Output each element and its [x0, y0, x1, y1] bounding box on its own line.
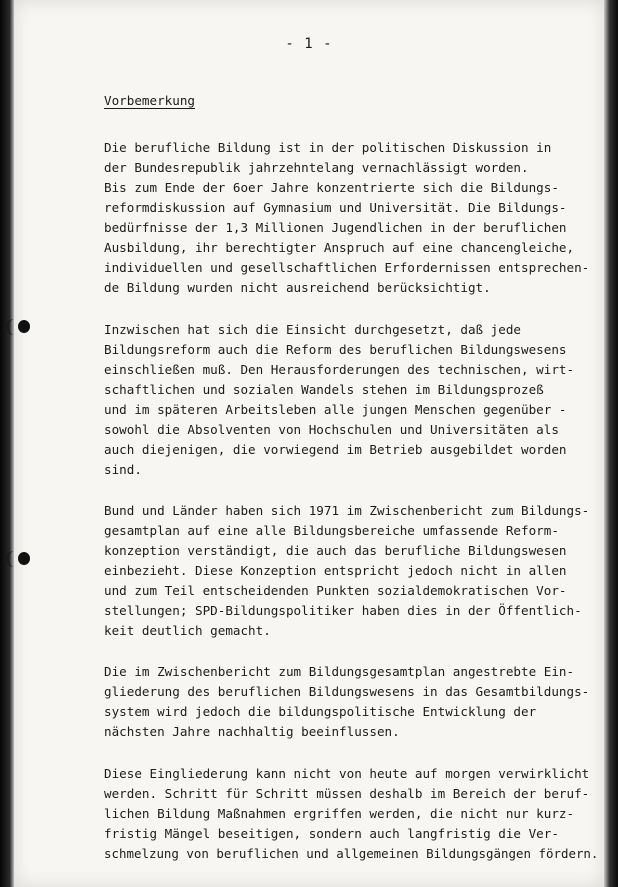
text-line: gliederung des beruflichen Bildungswesens in das Gesamtbildungs- — [104, 684, 590, 699]
text-line: konzeption verständigt, die auch das berufliche Bildungswesen — [104, 543, 567, 558]
document-page — [14, 0, 604, 887]
text-line: Ausbildung, ihr berechtigter Anspruch auf eine chancengleiche, — [104, 240, 575, 255]
text-line: stellungen; SPD-Bildungspolitiker haben dies in der Öffentlich- — [104, 603, 582, 618]
text-line: fristig Mängel beseitigen, sondern auch langfristig die Ver- — [104, 826, 559, 841]
text-line: bedürfnisse der 1,3 Millionen Jugendlichen in der beruflichen — [104, 220, 567, 235]
text-line: Die im Zwischenbericht zum Bildungsgesamtplan angestrebte Ein- — [104, 664, 575, 679]
text-line: Bildungsreform auch die Reform des beruflichen Bildungswesens — [104, 342, 567, 357]
text-line: lichen Bildung Maßnahmen ergriffen werden, die nicht nur kurz- — [104, 806, 575, 821]
text-line: sowohl die Absolventen von Hochschulen und Universitäten als — [104, 422, 559, 437]
scan-edge-right — [604, 0, 618, 887]
text-line: auch diejenigen, die vorwiegend im Betrieb ausgebildet worden — [104, 442, 567, 457]
punch-hole-icon — [6, 318, 32, 336]
text-line: und im späteren Arbeitsleben alle jungen Menschen gegenüber - — [104, 402, 567, 417]
scan-edge-left — [0, 0, 14, 887]
text-line: de Bildung wurden nicht ausreichend berücksichtigt. — [104, 280, 491, 295]
text-line: schaftlichen und sozialen Wandels stehen im Bildungsprozeß — [104, 382, 544, 397]
text-line: einbezieht. Diese Konzeption entspricht jedoch nicht in allen — [104, 563, 567, 578]
text-line: sind. — [104, 462, 142, 477]
text-line: Die berufliche Bildung ist in der politischen Diskussion in — [104, 140, 552, 155]
text-line: Bund und Länder haben sich 1971 im Zwischenbericht zum Bildungs- — [104, 503, 590, 518]
section-heading: Vorbemerkung — [104, 93, 195, 108]
text-line: schmelzung von beruflichen und allgemeinen Bildungsgängen fördern. — [104, 846, 599, 861]
text-line: keit deutlich gemacht. — [104, 623, 271, 638]
text-line: Bis zum Ende der 6oer Jahre konzentrierte sich die Bildungs- — [104, 180, 559, 195]
text-line: gesamtplan auf eine alle Bildungsbereiche umfassende Reform- — [104, 523, 559, 538]
punch-hole-icon — [6, 550, 32, 568]
page-number: - 1 - — [285, 36, 333, 52]
text-line: nächsten Jahre nachhaltig beeinflussen. — [104, 724, 400, 739]
text-line: individuellen und gesellschaftlichen Erfordernissen entsprechen- — [104, 260, 590, 275]
text-line: system wird jedoch die bildungspolitische Entwicklung der — [104, 704, 537, 719]
text-line: einschließen muß. Den Herausforderungen des technischen, wirt- — [104, 362, 575, 377]
text-line: der Bundesrepublik jahrzehntelang vernachlässigt worden. — [104, 160, 529, 175]
text-line: werden. Schritt für Schritt müssen deshalb im Bereich der beruf- — [104, 786, 590, 801]
text-line: Diese Eingliederung kann nicht von heute auf morgen verwirklicht — [104, 766, 590, 781]
text-line: und zum Teil entscheidenden Punkten sozialdemokratischen Vor- — [104, 583, 567, 598]
text-line: Inzwischen hat sich die Einsicht durchgesetzt, daß jede — [104, 322, 522, 337]
text-line: reformdiskussion auf Gymnasium und Universität. Die Bildungs- — [104, 200, 567, 215]
